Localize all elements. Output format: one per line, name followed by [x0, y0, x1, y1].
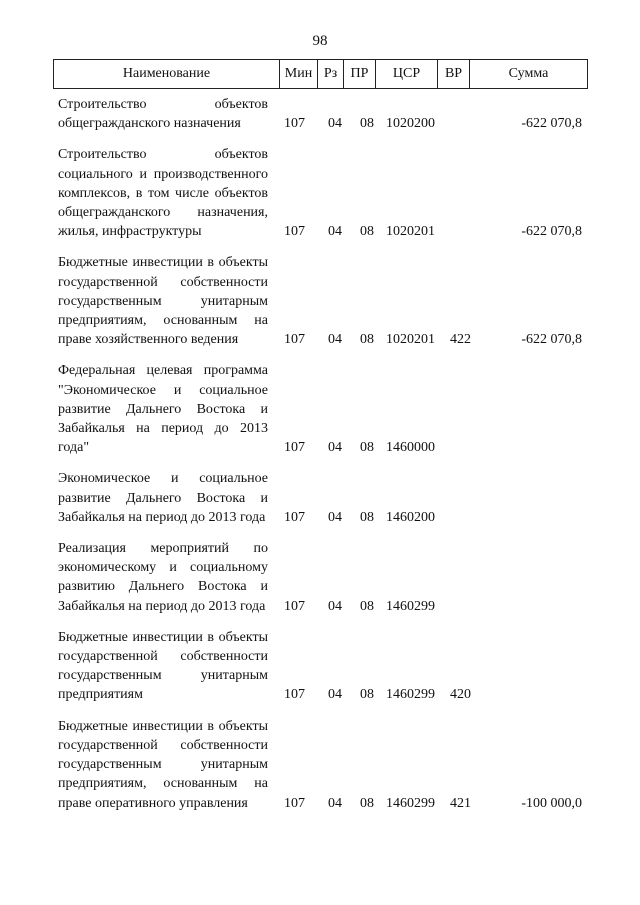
row-csr: 1020201	[386, 332, 435, 348]
row-name: Реализация мероприятий по экономическому и социальному развитию Дальнего Востока и Забайкалья на период до 2013 года	[58, 541, 268, 614]
table-row	[58, 145, 588, 241]
table-row	[58, 539, 588, 616]
row-pr: 08	[360, 687, 374, 703]
row-rz: 04	[328, 795, 342, 811]
table-row	[58, 361, 588, 457]
row-min: 107	[284, 224, 305, 240]
row-min: 107	[284, 509, 305, 525]
row-name: Бюджетные инвестиции в объекты государственной собственности государственным унитарным предприятиям, основанным на праве хозяйственного ведения	[58, 255, 268, 348]
row-pr: 08	[360, 332, 374, 348]
row-min: 107	[284, 687, 305, 703]
row-csr: 1460299	[386, 795, 435, 811]
header-csr: ЦСР	[375, 60, 437, 88]
row-min: 107	[284, 795, 305, 811]
header-min: Мин	[279, 60, 317, 88]
row-csr: 1460299	[386, 687, 435, 703]
row-pr: 08	[360, 509, 374, 525]
row-name: Строительство объектов общегражданского назначения	[58, 97, 268, 132]
table-header	[53, 59, 588, 89]
row-rz: 04	[328, 598, 342, 614]
header-pr: ПР	[343, 60, 375, 88]
row-vr: 420	[450, 687, 471, 703]
row-name: Экономическое и социальное развитие Дальнего Востока и Забайкалья на период до 2013 года	[58, 471, 268, 525]
row-csr: 1460299	[386, 598, 435, 614]
row-rz: 04	[328, 687, 342, 703]
row-sum: -622 070,8	[521, 332, 582, 348]
row-min: 107	[284, 598, 305, 614]
header-vr: ВР	[437, 60, 469, 88]
row-min: 107	[284, 116, 305, 132]
row-sum: -622 070,8	[521, 224, 582, 240]
table-row	[58, 95, 588, 133]
header-sum: Сумма	[469, 60, 587, 88]
page-number: 98	[312, 33, 328, 49]
row-rz: 04	[328, 440, 342, 456]
row-name: Бюджетные инвестиции в объекты государственной собственности государственным унитарным предприятиям	[58, 629, 268, 703]
row-csr: 1020201	[386, 224, 435, 240]
row-pr: 08	[360, 598, 374, 614]
header-name: Наименование	[122, 66, 211, 81]
row-pr: 08	[360, 116, 374, 132]
row-pr: 08	[360, 440, 374, 456]
row-vr: 422	[450, 332, 471, 348]
row-rz: 04	[328, 332, 342, 348]
table-row	[58, 717, 588, 813]
row-min: 107	[284, 332, 305, 348]
row-vr: 421	[450, 795, 471, 811]
row-name: Бюджетные инвестиции в объекты государственной собственности государственным унитарным предприятиям, основанным на праве оперативного управления	[58, 718, 268, 811]
row-name: Строительство объектов социального и производственного комплексов, в том числе объектов общегражданского назначения, жилья, инфраструктуры	[58, 147, 268, 240]
table-row	[58, 469, 588, 527]
table-row	[58, 253, 588, 349]
row-rz: 04	[328, 224, 342, 240]
table-row	[58, 628, 588, 705]
row-pr: 08	[360, 224, 374, 240]
row-min: 107	[284, 440, 305, 456]
row-name: Федеральная целевая программа "Экономическое и социальное развитие Дальнего Востока и Забайкалья на период до 2013 года"	[58, 363, 268, 456]
table-body	[58, 95, 588, 825]
row-rz: 04	[328, 509, 342, 525]
row-sum: -622 070,8	[521, 116, 582, 132]
row-sum: -100 000,0	[521, 795, 582, 811]
row-csr: 1460000	[386, 440, 435, 456]
row-csr: 1460200	[386, 509, 435, 525]
row-pr: 08	[360, 795, 374, 811]
row-rz: 04	[328, 116, 342, 132]
row-csr: 1020200	[386, 116, 435, 132]
header-rz: Рз	[317, 60, 343, 88]
